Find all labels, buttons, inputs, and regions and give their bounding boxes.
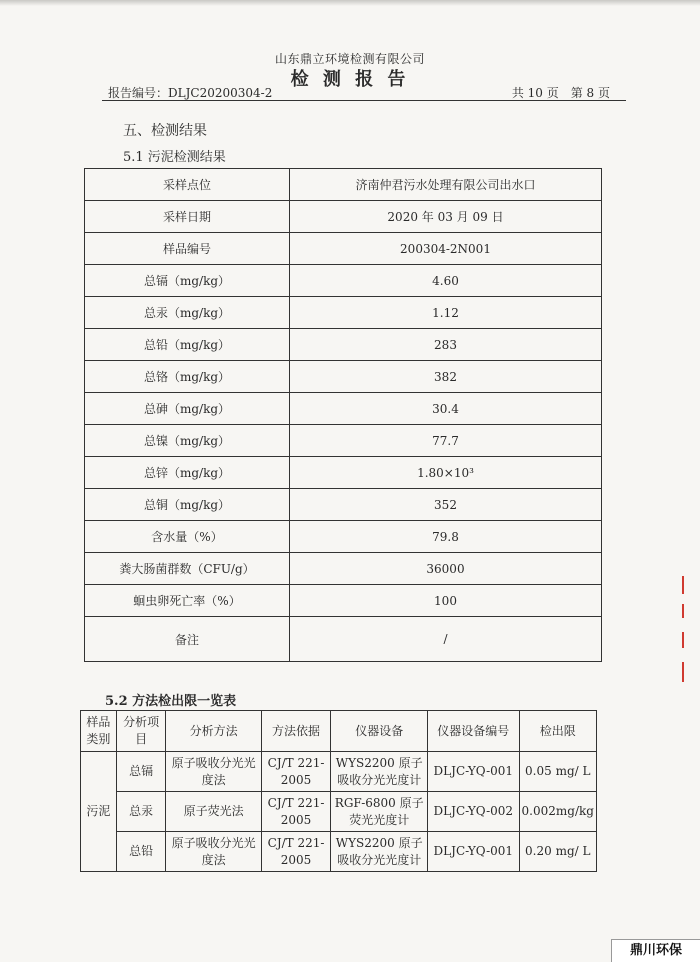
table-row — [85, 329, 602, 361]
limit-cell: 0.05 mg/ L — [519, 752, 596, 792]
company-name: 山东鼎立环境检测有限公司 — [274, 52, 425, 66]
row-label: 总镉（mg/kg） — [85, 265, 290, 297]
method-cell: 原子吸收分光光度法 — [166, 752, 261, 792]
row-value: 4.60 — [290, 265, 602, 297]
row-value: 济南仲君污水处理有限公司出水口 — [290, 169, 602, 201]
header-cell: 仪器设备 — [331, 711, 428, 752]
row-label: 蛔虫卵死亡率（%） — [85, 585, 290, 617]
item-cell: 总汞 — [116, 792, 166, 832]
row-label: 总砷（mg/kg） — [85, 393, 290, 425]
row-value: 79.8 — [290, 521, 602, 553]
row-value: 382 — [290, 361, 602, 393]
header-cell: 检出限 — [519, 711, 596, 752]
table-row — [85, 169, 602, 201]
row-value: 1.80×10³ — [290, 457, 602, 489]
equipment-cell: WYS2200 原子吸收分光光度计 — [331, 832, 428, 872]
methods-table — [80, 710, 597, 872]
red-edge-mark — [682, 662, 696, 682]
row-label: 总铅（mg/kg） — [85, 329, 290, 361]
table-row — [81, 832, 597, 872]
item-cell: 总镉 — [116, 752, 166, 792]
scan-edge — [0, 0, 700, 6]
row-value: 77.7 — [290, 425, 602, 457]
equip-no-cell: DLJC-YQ-002 — [428, 792, 519, 832]
basis-cell: CJ/T 221-2005 — [261, 792, 331, 832]
red-edge-mark — [682, 604, 696, 618]
method-cell: 原子荧光法 — [166, 792, 261, 832]
header-cell: 分析项目 — [116, 711, 166, 752]
table-row — [85, 585, 602, 617]
basis-cell: CJ/T 221-2005 — [261, 832, 331, 872]
row-value: 36000 — [290, 553, 602, 585]
subsection-title: 5.1 污泥检测结果 — [123, 150, 226, 165]
limit-cell: 0.20 mg/ L — [519, 832, 596, 872]
sample-type-cell: 污泥 — [81, 752, 117, 872]
equipment-cell: RGF-6800 原子荧光光度计 — [331, 792, 428, 832]
header-divider — [102, 100, 626, 101]
row-label: 样品编号 — [85, 233, 290, 265]
table-row — [85, 201, 602, 233]
table-header-row — [81, 711, 597, 752]
row-label: 采样点位 — [85, 169, 290, 201]
page-info: 共 10 页 第 8 页 — [511, 86, 610, 100]
red-edge-mark — [682, 632, 696, 648]
table-row — [85, 393, 602, 425]
table-row — [85, 521, 602, 553]
equipment-cell: WYS2200 原子吸收分光光度计 — [331, 752, 428, 792]
report-title: 检 测 报 告 — [290, 69, 410, 90]
row-label: 总铜（mg/kg） — [85, 489, 290, 521]
row-label: 含水量（%） — [85, 521, 290, 553]
header-cell: 样品类别 — [81, 711, 117, 752]
header-cell: 方法依据 — [261, 711, 331, 752]
row-label: 总镍（mg/kg） — [85, 425, 290, 457]
section-title: 五、检测结果 — [123, 123, 207, 139]
row-value: 352 — [290, 489, 602, 521]
row-value: / — [290, 617, 602, 662]
table-row — [85, 265, 602, 297]
red-edge-mark — [682, 576, 696, 594]
header-cell: 分析方法 — [166, 711, 261, 752]
row-label: 总铬（mg/kg） — [85, 361, 290, 393]
table-row — [85, 297, 602, 329]
row-value: 200304-2N001 — [290, 233, 602, 265]
watermark-logo: 鼎川环保 — [611, 939, 700, 962]
results-table — [84, 168, 602, 662]
row-label: 备注 — [85, 617, 290, 662]
table-row — [85, 361, 602, 393]
row-value: 30.4 — [290, 393, 602, 425]
table-row — [85, 425, 602, 457]
method-cell: 原子吸收分光光度法 — [166, 832, 261, 872]
table-row — [85, 489, 602, 521]
header-cell: 仪器设备编号 — [428, 711, 519, 752]
table-row — [85, 457, 602, 489]
table-row — [85, 617, 602, 662]
limit-cell: 0.002mg/kg — [519, 792, 596, 832]
table-row — [85, 233, 602, 265]
basis-cell: CJ/T 221-2005 — [261, 752, 331, 792]
row-label: 采样日期 — [85, 201, 290, 233]
equip-no-cell: DLJC-YQ-001 — [428, 752, 519, 792]
row-label: 粪大肠菌群数（CFU/g） — [85, 553, 290, 585]
table-row — [81, 752, 597, 792]
equip-no-cell: DLJC-YQ-001 — [428, 832, 519, 872]
row-label: 总汞（mg/kg） — [85, 297, 290, 329]
row-value: 100 — [290, 585, 602, 617]
table-row — [85, 553, 602, 585]
row-value: 1.12 — [290, 297, 602, 329]
report-number: 报告编号：DLJC20200304-2 — [108, 86, 273, 100]
subsection-title: 5.2 方法检出限一览表 — [105, 694, 237, 709]
item-cell: 总铅 — [116, 832, 166, 872]
row-value: 2020 年 03 月 09 日 — [290, 201, 602, 233]
row-value: 283 — [290, 329, 602, 361]
table-row — [81, 792, 597, 832]
row-label: 总锌（mg/kg） — [85, 457, 290, 489]
